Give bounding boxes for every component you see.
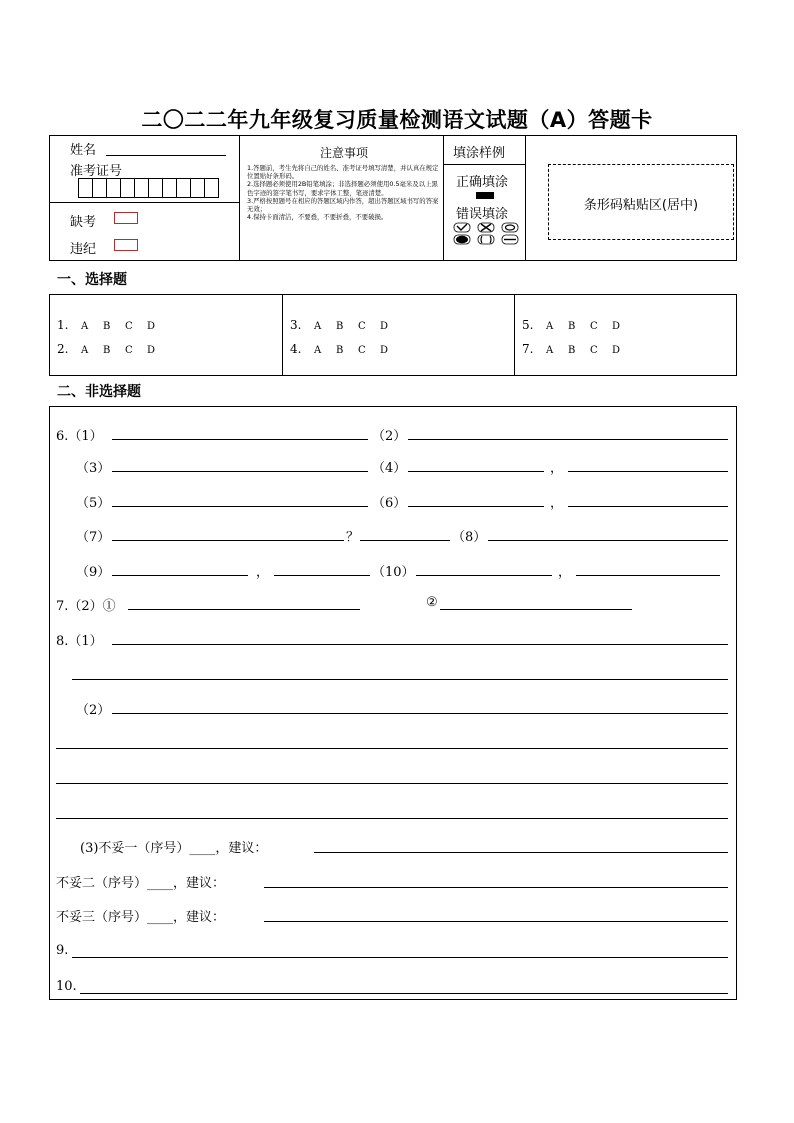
q10-line[interactable]: [80, 993, 728, 994]
answer-line[interactable]: [56, 818, 728, 819]
q8-3b-label: 不妥二（序号）____，建议：: [56, 876, 226, 891]
comma: ，: [550, 496, 564, 511]
mcq-item[interactable]: 2. A B C D: [57, 342, 156, 356]
q8-2-line[interactable]: [112, 713, 728, 714]
mcq-item[interactable]: 7. A B C D: [522, 342, 621, 356]
answer-line[interactable]: [72, 679, 728, 680]
notes-title: 注意事项: [319, 146, 368, 160]
q9-label: 9.: [56, 943, 69, 958]
q7-2-line[interactable]: [440, 609, 632, 610]
wrong-fill-label: 错误填涂: [456, 207, 509, 222]
q8-1-label: 8.（1）: [56, 634, 103, 649]
q6-10b-line[interactable]: [576, 575, 720, 576]
q6-7-label: （7）: [76, 530, 111, 545]
q6-7b-line[interactable]: [360, 540, 450, 541]
absent-checkbox[interactable]: [114, 212, 138, 224]
q6-9-line[interactable]: [112, 575, 248, 576]
q8-3-label: (3)不妥一（序号）____，建议：: [80, 841, 268, 856]
q6-7-line[interactable]: [112, 540, 344, 541]
q6-4-label: （4）: [372, 461, 407, 476]
q6-5-label: （5）: [76, 496, 111, 511]
q6-6-label: （6）: [372, 496, 407, 511]
violation-checkbox[interactable]: [114, 239, 138, 251]
page-title: 二〇二二年九年级复习质量检测语文试题（A）答题卡: [141, 108, 653, 132]
q6-1-line[interactable]: [112, 439, 368, 440]
q6-8-label: （8）: [452, 530, 487, 545]
violation-label: 违纪: [70, 242, 97, 257]
mcq-item[interactable]: 4. A B C D: [290, 342, 389, 356]
note-item: 1.答题前，考生先将自己的姓名、准考证号填写清楚，并认真在规定位置贴好条形码。: [247, 164, 439, 181]
name-field[interactable]: [106, 155, 226, 156]
answer-line[interactable]: [56, 783, 728, 784]
section1-title: 一、选择题: [57, 272, 127, 288]
name-label: 姓名: [70, 143, 97, 158]
q8-3-line[interactable]: [314, 852, 728, 853]
exam-id-grid[interactable]: [78, 178, 218, 198]
q6-6b-line[interactable]: [568, 506, 728, 507]
mcq-item[interactable]: 5. A B C D: [522, 318, 621, 332]
q6-2-label: （2）: [372, 429, 407, 444]
absent-label: 缺考: [70, 215, 97, 230]
comma: ，: [256, 565, 270, 580]
question-mark: ？: [346, 530, 360, 545]
divider: [50, 202, 239, 203]
correct-fill-label: 正确填涂: [456, 175, 509, 190]
divider: [443, 164, 525, 165]
q6-4b-line[interactable]: [568, 471, 728, 472]
divider: [525, 136, 526, 260]
q6-3-line[interactable]: [112, 471, 368, 472]
mcq-item[interactable]: 1. A B C D: [57, 318, 156, 332]
comma: ，: [550, 461, 564, 476]
wrong-fill-examples-icon: [453, 222, 521, 246]
q7-label: 7.（2）①: [56, 599, 116, 614]
q6-6-line[interactable]: [408, 506, 544, 507]
q6-9-label: （9）: [76, 565, 111, 580]
q7-1-line[interactable]: [128, 609, 360, 610]
section2-title: 二、非选择题: [57, 384, 141, 400]
answer-line[interactable]: [56, 748, 728, 749]
q8-3b-line[interactable]: [264, 887, 728, 888]
divider: [239, 136, 240, 260]
comma: ，: [558, 565, 572, 580]
exam-id-label: 准考证号: [70, 164, 123, 179]
q6-2-line[interactable]: [408, 439, 728, 440]
q8-1-line[interactable]: [112, 644, 728, 645]
q6-8-line[interactable]: [488, 540, 728, 541]
answer-box: [49, 406, 737, 1000]
q8-3c-line[interactable]: [264, 921, 728, 922]
q8-3c-label: 不妥三（序号）____，建议：: [56, 910, 226, 925]
q8-2-label: （2）: [76, 703, 111, 718]
filled-mark-icon: [476, 192, 494, 199]
q10-label: 10.: [56, 979, 77, 994]
note-item: 2.选择题必须使用2B铅笔填涂；非选择题必须使用0.5毫米及以上黑色字迹的签字笔书写，要求字体工整，笔迹清楚。: [247, 180, 438, 197]
q6-9b-line[interactable]: [274, 575, 370, 576]
mcq-box: [49, 294, 737, 376]
note-item: 4.保持卡面清洁，不要叠，不要折叠，不要破损。: [247, 213, 388, 222]
q6-1-label: 6.（1）: [56, 429, 103, 444]
fill-example-title: 填涂样例: [453, 146, 506, 161]
q9-line[interactable]: [72, 957, 728, 958]
q6-3-label: （3）: [76, 461, 111, 476]
note-item: 3.严格按照题号在相应的答题区域内作答，超出答题区域书写的答案无效；: [247, 196, 439, 214]
header-box: [49, 135, 737, 261]
q6-4-line[interactable]: [408, 471, 544, 472]
notes-panel: [247, 144, 441, 221]
divider: [514, 295, 515, 375]
divider: [282, 295, 283, 375]
q6-10-label: （10）: [372, 565, 415, 580]
mcq-item[interactable]: 3. A B C D: [290, 318, 389, 332]
barcode-label: 条形码粘贴区(居中): [583, 198, 699, 213]
q7-2-label: ②: [426, 595, 438, 610]
q6-10-line[interactable]: [416, 575, 552, 576]
divider: [443, 136, 444, 260]
q6-5-line[interactable]: [112, 506, 368, 507]
